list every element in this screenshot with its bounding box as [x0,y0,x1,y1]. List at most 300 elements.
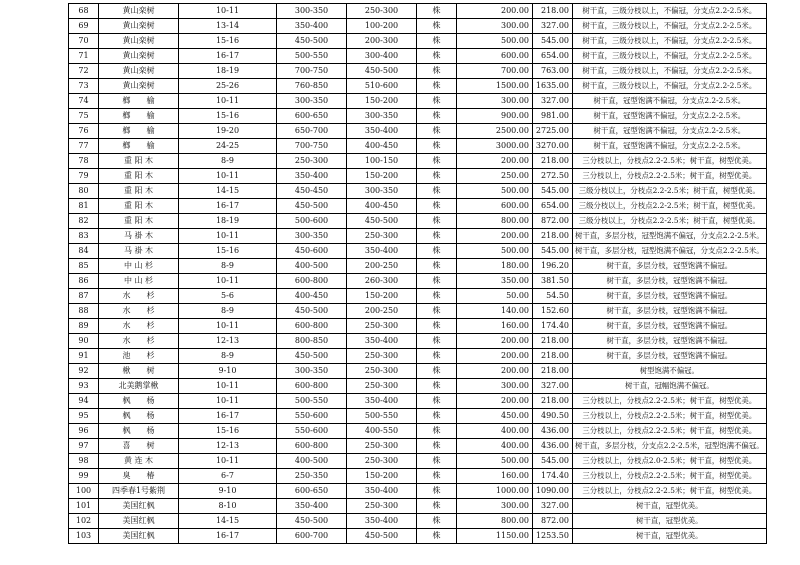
row-number-cell: 79 [69,169,99,184]
row-number-cell: 72 [69,64,99,79]
table-row [69,214,767,229]
unit-price-cell: 450.00 [457,409,533,424]
crown-width-cell: 250-300 [347,364,417,379]
height-cell: 300-350 [277,94,347,109]
height-cell: 600-700 [277,529,347,544]
table-row [69,514,767,529]
description-cell: 树干直，三级分枝以上，不偏冠，分支点2.2-2.5米。 [573,34,767,49]
height-cell: 600-800 [277,439,347,454]
table-row [69,409,767,424]
plant-name-cell: 榔 榆 [99,124,179,139]
height-cell: 600-650 [277,484,347,499]
unit-price-cell: 200.00 [457,4,533,19]
unit-cell: 株 [417,139,457,154]
height-cell: 650-700 [277,124,347,139]
table-row [69,64,767,79]
row-number-cell: 101 [69,499,99,514]
crown-width-cell: 350-400 [347,244,417,259]
row-number-cell: 102 [69,514,99,529]
unit-price-cell: 160.00 [457,319,533,334]
description-cell: 树干直，多层分枝，冠型饱满不偏冠。 [573,319,767,334]
diameter-cell: 10-11 [179,319,277,334]
height-cell: 450-600 [277,244,347,259]
unit-cell: 株 [417,184,457,199]
plant-name-cell: 美国红枫 [99,514,179,529]
unit-price-cell: 400.00 [457,439,533,454]
diameter-cell: 10-11 [179,274,277,289]
crown-width-cell: 250-300 [347,349,417,364]
row-number-cell: 73 [69,79,99,94]
crown-width-cell: 200-250 [347,304,417,319]
row-number-cell: 91 [69,349,99,364]
table-row [69,364,767,379]
plant-name-cell: 黄 连 木 [99,454,179,469]
row-number-cell: 77 [69,139,99,154]
crown-width-cell: 450-500 [347,529,417,544]
unit-cell: 株 [417,229,457,244]
total-price-cell: 327.00 [533,94,573,109]
height-cell: 450-450 [277,184,347,199]
table-row [69,19,767,34]
row-number-cell: 88 [69,304,99,319]
unit-price-cell: 500.00 [457,244,533,259]
description-cell: 三分枝以上，分枝点2.2-2.5米；树干直，树型优美。 [573,469,767,484]
height-cell: 600-800 [277,274,347,289]
diameter-cell: 10-11 [179,169,277,184]
row-number-cell: 86 [69,274,99,289]
unit-price-cell: 1150.00 [457,529,533,544]
row-number-cell: 87 [69,289,99,304]
diameter-cell: 18-19 [179,214,277,229]
unit-price-cell: 200.00 [457,394,533,409]
table-row [69,259,767,274]
crown-width-cell: 100-200 [347,19,417,34]
height-cell: 450-500 [277,514,347,529]
diameter-cell: 15-16 [179,34,277,49]
diameter-cell: 18-19 [179,64,277,79]
unit-cell: 株 [417,499,457,514]
unit-cell: 株 [417,529,457,544]
unit-cell: 株 [417,244,457,259]
unit-cell: 株 [417,349,457,364]
unit-price-cell: 500.00 [457,454,533,469]
crown-width-cell: 450-500 [347,214,417,229]
plant-name-cell: 黄山栾树 [99,19,179,34]
crown-width-cell: 150-200 [347,469,417,484]
height-cell: 600-800 [277,319,347,334]
height-cell: 400-450 [277,289,347,304]
row-number-cell: 98 [69,454,99,469]
table-row [69,139,767,154]
diameter-cell: 15-16 [179,244,277,259]
table-row [69,169,767,184]
plant-name-cell: 榔 榆 [99,94,179,109]
plant-name-cell: 黄山栾树 [99,49,179,64]
total-price-cell: 272.50 [533,169,573,184]
total-price-cell: 872.00 [533,214,573,229]
unit-price-cell: 800.00 [457,214,533,229]
diameter-cell: 10-11 [179,229,277,244]
table-row [69,274,767,289]
table-row [69,394,767,409]
table-row [69,244,767,259]
unit-price-cell: 3000.00 [457,139,533,154]
plant-name-cell: 枫 杨 [99,424,179,439]
unit-cell: 株 [417,49,457,64]
total-price-cell: 218.00 [533,229,573,244]
unit-cell: 株 [417,259,457,274]
diameter-cell: 10-11 [179,94,277,109]
description-cell: 三分枝以上，分枝点2.2-2.5米；树干直，树型优美。 [573,424,767,439]
unit-cell: 株 [417,319,457,334]
height-cell: 800-850 [277,334,347,349]
table-row [69,4,767,19]
description-cell: 树干直，多层分枝，冠型饱满不偏冠。 [573,334,767,349]
unit-price-cell: 200.00 [457,334,533,349]
unit-price-cell: 600.00 [457,49,533,64]
table-row [69,229,767,244]
unit-price-cell: 50.00 [457,289,533,304]
total-price-cell: 218.00 [533,364,573,379]
crown-width-cell: 100-150 [347,154,417,169]
table-row [69,184,767,199]
diameter-cell: 16-17 [179,49,277,64]
unit-price-cell: 300.00 [457,499,533,514]
total-price-cell: 872.00 [533,514,573,529]
plant-name-cell: 楸 树 [99,364,179,379]
unit-cell: 株 [417,199,457,214]
row-number-cell: 76 [69,124,99,139]
unit-price-cell: 200.00 [457,154,533,169]
table-row [69,484,767,499]
height-cell: 700-750 [277,64,347,79]
height-cell: 300-350 [277,4,347,19]
height-cell: 700-750 [277,139,347,154]
plant-name-cell: 喜 树 [99,439,179,454]
unit-cell: 株 [417,34,457,49]
description-cell: 三分枝以上，分枝点2.2-2.5米；树干直，树型优美。 [573,394,767,409]
unit-cell: 株 [417,394,457,409]
plant-name-cell: 美国红枫 [99,529,179,544]
price-sheet [68,3,767,544]
diameter-cell: 25-26 [179,79,277,94]
height-cell: 250-300 [277,154,347,169]
total-price-cell: 981.00 [533,109,573,124]
table-row [69,109,767,124]
row-number-cell: 96 [69,424,99,439]
table-row [69,529,767,544]
description-cell: 树干直，多层分枝，冠型饱满不偏冠。 [573,289,767,304]
diameter-cell: 24-25 [179,139,277,154]
unit-price-cell: 400.00 [457,424,533,439]
row-number-cell: 83 [69,229,99,244]
height-cell: 350-400 [277,499,347,514]
description-cell: 树干直，多层分枝，冠型饱满不偏冠。 [573,349,767,364]
crown-width-cell: 250-300 [347,4,417,19]
unit-price-cell: 300.00 [457,94,533,109]
total-price-cell: 490.50 [533,409,573,424]
crown-width-cell: 250-300 [347,439,417,454]
row-number-cell: 99 [69,469,99,484]
unit-price-cell: 300.00 [457,19,533,34]
description-cell: 树干直，三级分枝以上，不偏冠，分支点2.2-2.5米。 [573,64,767,79]
total-price-cell: 54.50 [533,289,573,304]
row-number-cell: 78 [69,154,99,169]
height-cell: 250-350 [277,469,347,484]
crown-width-cell: 400-550 [347,424,417,439]
total-price-cell: 174.40 [533,319,573,334]
plant-name-cell: 马 褂 木 [99,229,179,244]
crown-width-cell: 250-300 [347,229,417,244]
row-number-cell: 69 [69,19,99,34]
description-cell: 三级分枝以上，分枝点2.2-2.5米；树干直，树型优美。 [573,184,767,199]
unit-cell: 株 [417,4,457,19]
height-cell: 760-850 [277,79,347,94]
height-cell: 500-550 [277,394,347,409]
crown-width-cell: 500-550 [347,409,417,424]
crown-width-cell: 250-300 [347,379,417,394]
unit-price-cell: 160.00 [457,469,533,484]
description-cell: 树干直，冠型优美。 [573,514,767,529]
total-price-cell: 3270.00 [533,139,573,154]
description-cell: 树干直，多层分枝，冠型饱满不偏冠。 [573,259,767,274]
table-row [69,334,767,349]
total-price-cell: 654.00 [533,49,573,64]
plant-name-cell: 重 阳 木 [99,214,179,229]
plant-name-cell: 榔 榆 [99,109,179,124]
height-cell: 450-500 [277,34,347,49]
diameter-cell: 16-17 [179,199,277,214]
plant-name-cell: 黄山栾树 [99,64,179,79]
total-price-cell: 152.60 [533,304,573,319]
diameter-cell: 13-14 [179,19,277,34]
description-cell: 树干直，多层分枝，冠型饱满不偏冠，分支点2.2-2.5米。 [573,229,767,244]
unit-price-cell: 800.00 [457,514,533,529]
row-number-cell: 94 [69,394,99,409]
total-price-cell: 174.40 [533,469,573,484]
unit-price-cell: 200.00 [457,229,533,244]
crown-width-cell: 300-400 [347,49,417,64]
crown-width-cell: 350-400 [347,334,417,349]
unit-cell: 株 [417,304,457,319]
height-cell: 600-650 [277,109,347,124]
plant-name-cell: 枫 杨 [99,394,179,409]
description-cell: 树干直，冠型饱满不偏冠，分支点2.2-2.5米。 [573,109,767,124]
unit-cell: 株 [417,154,457,169]
unit-cell: 株 [417,214,457,229]
total-price-cell: 218.00 [533,4,573,19]
description-cell: 三分枝以上，分枝点2.2-2.5米；树干直，树型优美。 [573,409,767,424]
row-number-cell: 90 [69,334,99,349]
table-row [69,349,767,364]
description-cell: 树干直，三级分枝以上，不偏冠，分支点2.2-2.5米。 [573,49,767,64]
table-row [69,499,767,514]
diameter-cell: 12-13 [179,439,277,454]
plant-name-cell: 重 阳 木 [99,184,179,199]
row-number-cell: 89 [69,319,99,334]
diameter-cell: 16-17 [179,409,277,424]
plant-name-cell: 重 阳 木 [99,169,179,184]
description-cell: 树干直，三级分枝以上，不偏冠，分支点2.2-2.5米。 [573,4,767,19]
diameter-cell: 14-15 [179,514,277,529]
height-cell: 450-500 [277,199,347,214]
height-cell: 300-350 [277,229,347,244]
unit-cell: 株 [417,94,457,109]
description-cell: 树干直，冠型饱满不偏冠，分支点2.2-2.5米。 [573,124,767,139]
total-price-cell: 436.00 [533,439,573,454]
diameter-cell: 9-10 [179,484,277,499]
plant-name-cell: 北美鹅掌楸 [99,379,179,394]
unit-cell: 株 [417,64,457,79]
diameter-cell: 12-13 [179,334,277,349]
height-cell: 550-600 [277,409,347,424]
table-row [69,304,767,319]
diameter-cell: 15-16 [179,109,277,124]
plant-name-cell: 四季春1号紫荆 [99,484,179,499]
total-price-cell: 545.00 [533,34,573,49]
unit-price-cell: 1000.00 [457,484,533,499]
crown-width-cell: 300-350 [347,184,417,199]
plant-name-cell: 马 褂 木 [99,244,179,259]
unit-price-cell: 500.00 [457,184,533,199]
crown-width-cell: 400-450 [347,139,417,154]
nursery-price-table [68,3,767,544]
crown-width-cell: 200-250 [347,259,417,274]
unit-cell: 株 [417,514,457,529]
table-row [69,154,767,169]
plant-name-cell: 枫 杨 [99,409,179,424]
diameter-cell: 8-9 [179,259,277,274]
table-row [69,94,767,109]
total-price-cell: 218.00 [533,334,573,349]
diameter-cell: 5-6 [179,289,277,304]
total-price-cell: 436.00 [533,424,573,439]
description-cell: 树型饱满不偏冠。 [573,364,767,379]
height-cell: 500-550 [277,49,347,64]
crown-width-cell: 300-350 [347,109,417,124]
description-cell: 树干直，冠型优美。 [573,499,767,514]
diameter-cell: 8-9 [179,304,277,319]
table-row [69,49,767,64]
height-cell: 400-500 [277,454,347,469]
total-price-cell: 1090.00 [533,484,573,499]
unit-price-cell: 200.00 [457,364,533,379]
total-price-cell: 654.00 [533,199,573,214]
unit-cell: 株 [417,109,457,124]
unit-cell: 株 [417,454,457,469]
plant-name-cell: 重 阳 木 [99,154,179,169]
crown-width-cell: 350-400 [347,394,417,409]
row-number-cell: 70 [69,34,99,49]
total-price-cell: 545.00 [533,454,573,469]
unit-cell: 株 [417,364,457,379]
unit-cell: 株 [417,334,457,349]
table-row [69,199,767,214]
crown-width-cell: 150-200 [347,289,417,304]
height-cell: 350-400 [277,19,347,34]
unit-cell: 株 [417,469,457,484]
row-number-cell: 71 [69,49,99,64]
unit-price-cell: 300.00 [457,379,533,394]
table-row [69,439,767,454]
description-cell: 树干直，三级分枝以上，不偏冠，分支点2.2-2.5米。 [573,79,767,94]
plant-name-cell: 美国红枫 [99,499,179,514]
height-cell: 400-500 [277,259,347,274]
unit-price-cell: 600.00 [457,199,533,214]
unit-cell: 株 [417,79,457,94]
unit-price-cell: 1500.00 [457,79,533,94]
row-number-cell: 85 [69,259,99,274]
crown-width-cell: 350-400 [347,124,417,139]
unit-price-cell: 700.00 [457,64,533,79]
unit-price-cell: 2500.00 [457,124,533,139]
total-price-cell: 763.00 [533,64,573,79]
description-cell: 树干直，冠型饱满不偏冠，分支点2.2-2.5米。 [573,94,767,109]
diameter-cell: 16-17 [179,529,277,544]
table-row [69,379,767,394]
plant-name-cell: 水 杉 [99,319,179,334]
description-cell: 三分枝以上，分枝点2.0-2.5米；树干直，树型优美。 [573,454,767,469]
description-cell: 三级分枝以上，分枝点2.2-2.5米；树干直，树型优美。 [573,214,767,229]
unit-cell: 株 [417,169,457,184]
unit-cell: 株 [417,424,457,439]
plant-name-cell: 中 山 杉 [99,259,179,274]
total-price-cell: 327.00 [533,499,573,514]
row-number-cell: 84 [69,244,99,259]
diameter-cell: 14-15 [179,184,277,199]
row-number-cell: 103 [69,529,99,544]
table-row [69,319,767,334]
diameter-cell: 10-11 [179,454,277,469]
plant-name-cell: 榔 榆 [99,139,179,154]
table-row [69,79,767,94]
plant-name-cell: 黄山栾树 [99,79,179,94]
row-number-cell: 93 [69,379,99,394]
crown-width-cell: 400-450 [347,199,417,214]
row-number-cell: 92 [69,364,99,379]
height-cell: 600-800 [277,379,347,394]
crown-width-cell: 150-200 [347,94,417,109]
total-price-cell: 545.00 [533,184,573,199]
crown-width-cell: 260-300 [347,274,417,289]
total-price-cell: 218.00 [533,394,573,409]
unit-cell: 株 [417,124,457,139]
plant-name-cell: 中 山 杉 [99,274,179,289]
unit-cell: 株 [417,19,457,34]
row-number-cell: 95 [69,409,99,424]
diameter-cell: 8-10 [179,499,277,514]
row-number-cell: 80 [69,184,99,199]
description-cell: 树干直，多层分枝，冠型饱满不偏冠。 [573,274,767,289]
unit-price-cell: 200.00 [457,349,533,364]
plant-name-cell: 水 杉 [99,304,179,319]
description-cell: 树干直，多层分枝，分支点2.2-2.5米，冠型饱满不偏冠。 [573,439,767,454]
row-number-cell: 100 [69,484,99,499]
height-cell: 450-500 [277,349,347,364]
height-cell: 300-350 [277,364,347,379]
total-price-cell: 327.00 [533,19,573,34]
description-cell: 树干直，多层分枝，冠型饱满不偏冠。 [573,304,767,319]
row-number-cell: 75 [69,109,99,124]
description-cell: 三级分枝以上，分枝点2.2-2.5米；树干直，树型优美。 [573,199,767,214]
description-cell: 树干直，冠型优美。 [573,529,767,544]
description-cell: 树干直，冠型饱满不偏冠，分支点2.2-2.5米。 [573,139,767,154]
table-row [69,124,767,139]
unit-cell: 株 [417,274,457,289]
total-price-cell: 545.00 [533,244,573,259]
description-cell: 三分枝以上，分枝点2.2-2.5米；树干直，树型优美。 [573,484,767,499]
table-body [69,4,767,544]
